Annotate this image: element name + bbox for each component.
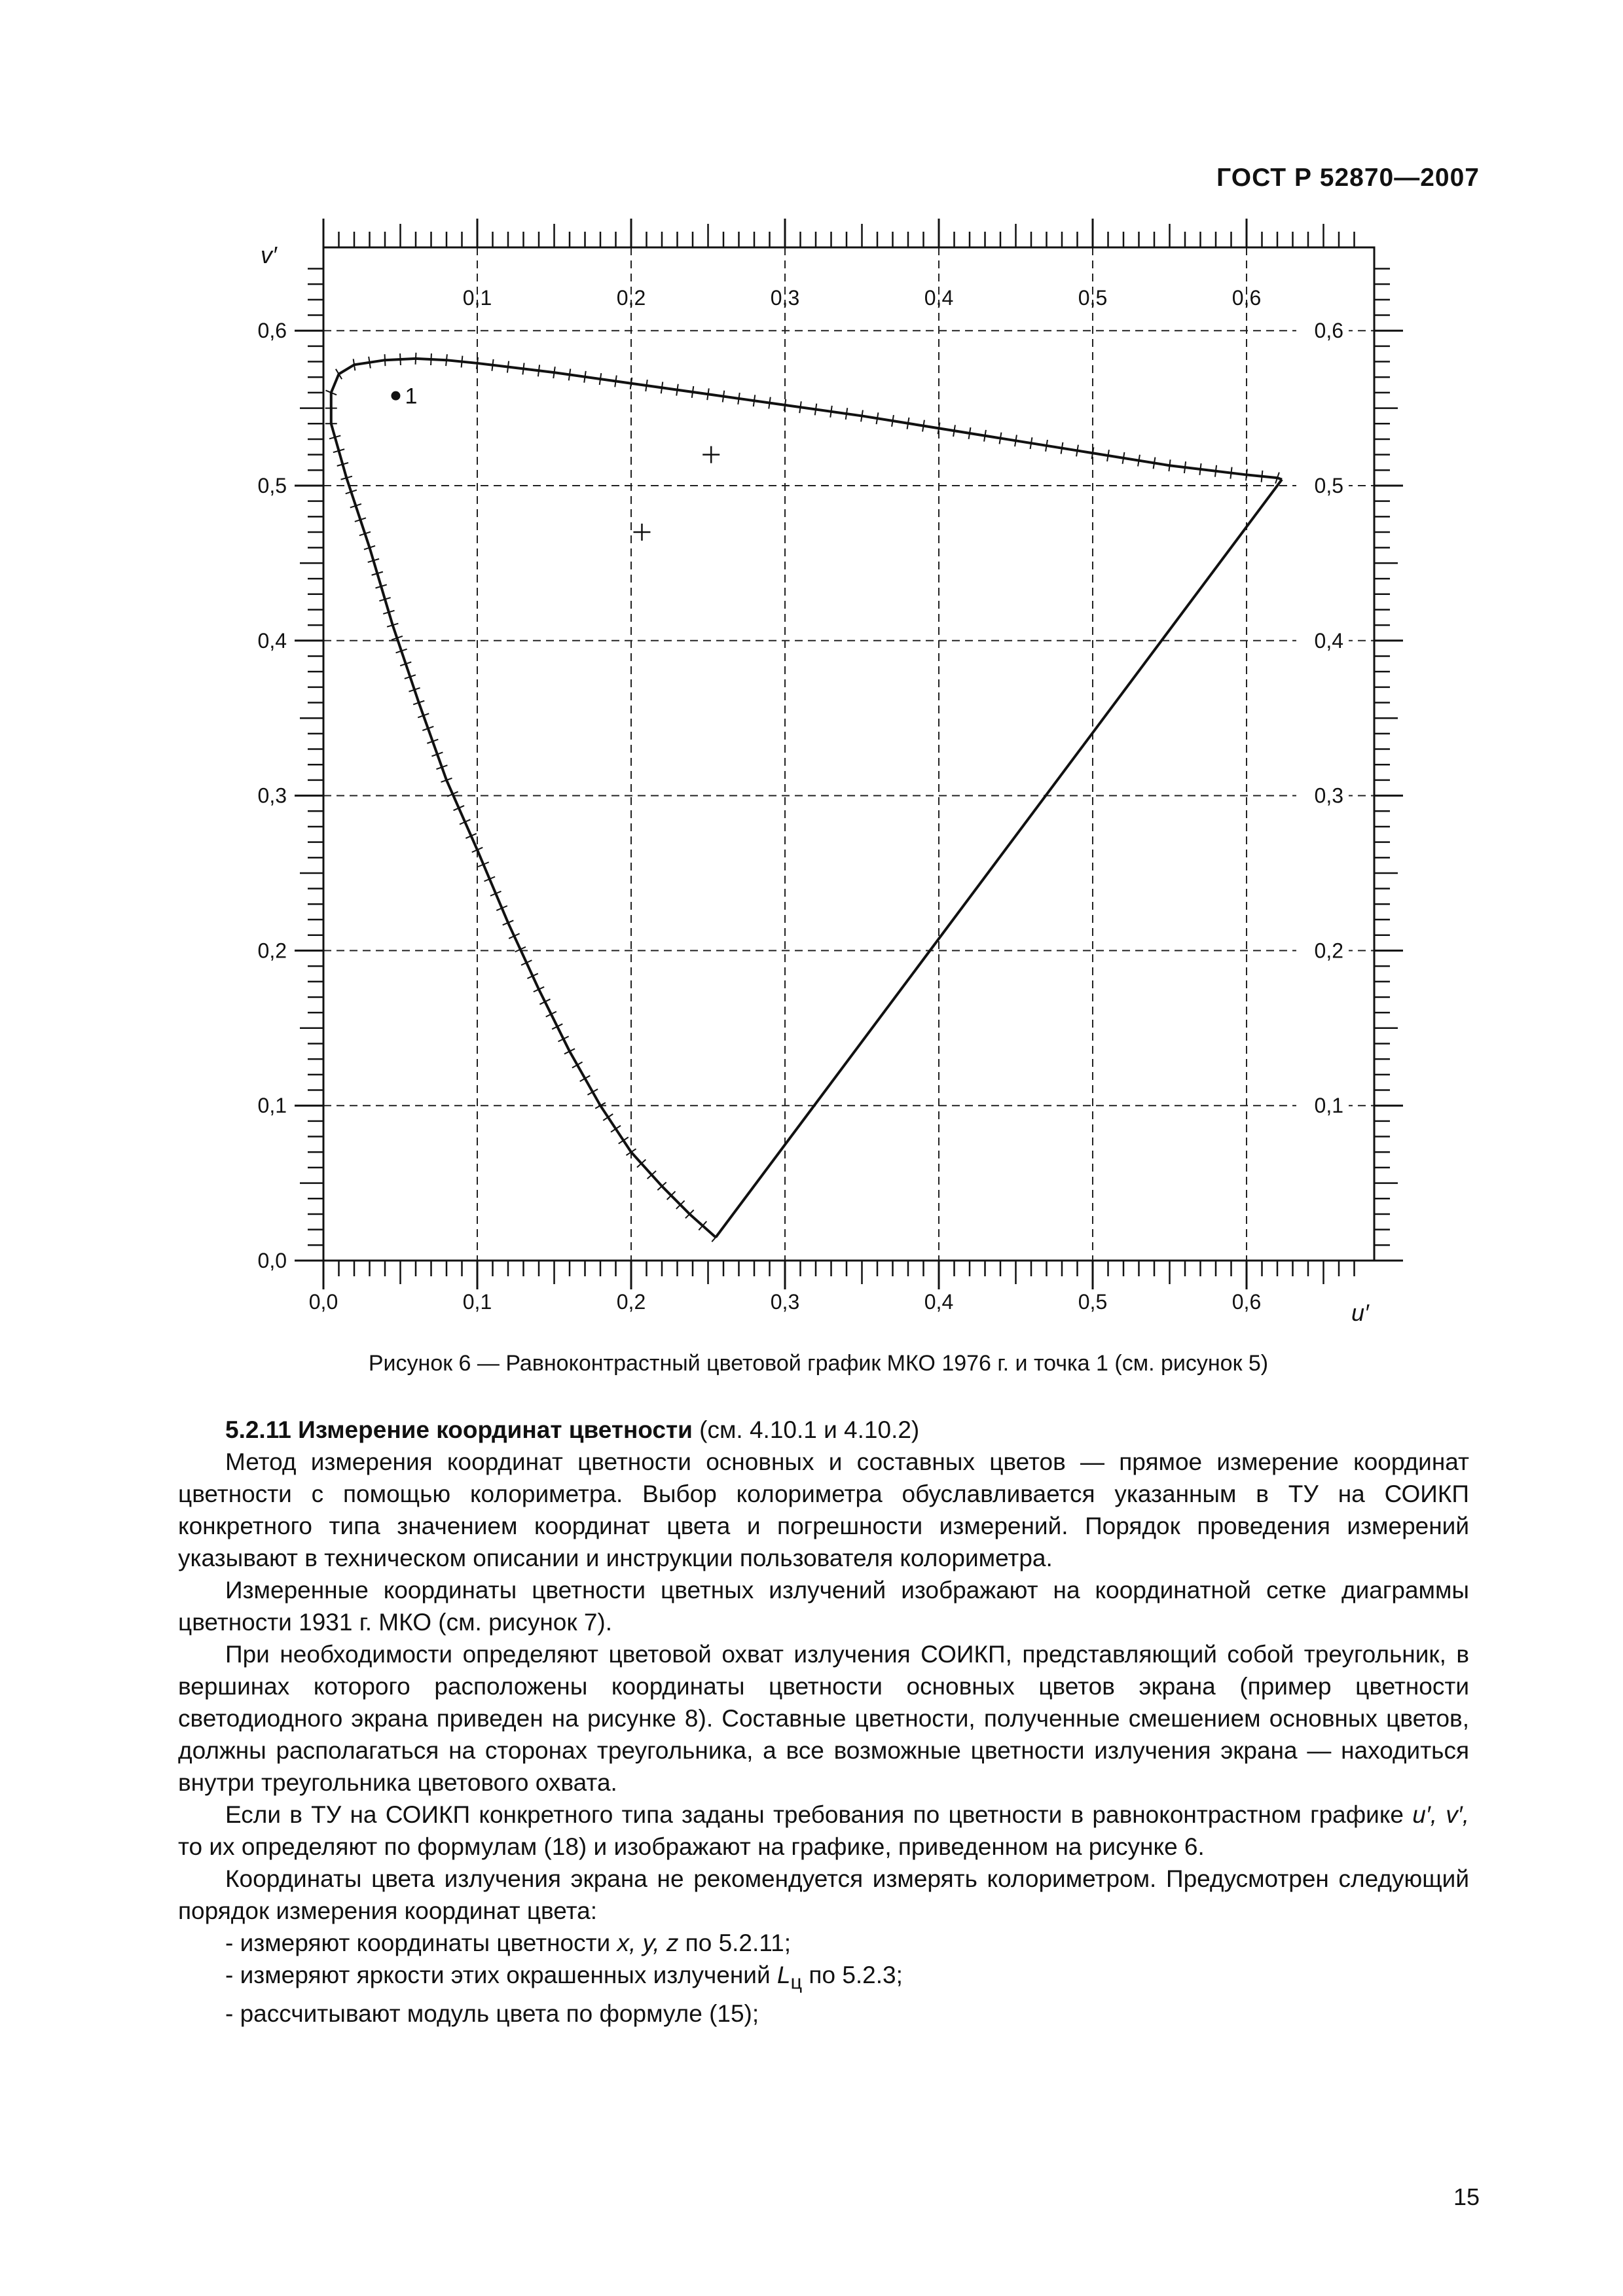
y-tick-label-right: 0,1	[1314, 1094, 1343, 1118]
y-axis-label: v′	[261, 242, 277, 268]
locus-tick	[815, 404, 817, 416]
locus-tick	[1000, 433, 1002, 444]
list-item-text: - измеряют яркости этих окрашенных излучений	[225, 1962, 771, 1988]
list-item: - рассчитывают модуль цвета по формуле (15);	[225, 2000, 759, 2028]
y-tick-label: 0,6	[257, 319, 287, 343]
locus-tick	[553, 367, 555, 378]
list-item	[178, 1959, 1469, 1998]
locus-tick	[846, 408, 848, 420]
locus-tick	[754, 395, 756, 406]
locus-tick	[1076, 445, 1078, 457]
locus-tick	[446, 354, 447, 366]
document-number: ГОСТ Р 52870—2007	[1216, 164, 1480, 192]
locus-tick	[369, 357, 371, 368]
x-tick-label: 0,2	[616, 1290, 646, 1314]
y-tick-label-right: 0,3	[1314, 783, 1343, 808]
locus-tick	[661, 382, 663, 393]
locus-tick	[492, 359, 493, 371]
point-marker	[391, 391, 400, 401]
x-axis-label: u′	[1351, 1299, 1369, 1326]
locus-tick	[1015, 435, 1017, 446]
locus-tick	[799, 401, 801, 413]
paragraph	[178, 1799, 1469, 1863]
locus-tick	[1061, 442, 1063, 454]
locus-tick	[769, 397, 771, 409]
locus-tick	[507, 361, 509, 373]
y-tick-label-right: 0,5	[1314, 474, 1343, 497]
locus-tick	[1046, 440, 1048, 452]
locus-tick	[692, 386, 694, 398]
y-tick-label: 0,4	[257, 628, 287, 653]
locus-tick	[1215, 465, 1216, 477]
luminance-variable: L	[776, 1962, 791, 1988]
locus-tick	[984, 430, 986, 442]
y-tick-label: 0,0	[257, 1249, 287, 1272]
y-tick-label: 0,3	[257, 783, 287, 808]
locus-tick	[907, 418, 909, 429]
locus-tick	[1107, 450, 1109, 461]
figure-caption: Рисунок 6 — Равноконтрастный цветовой график МКО 1976 г. и точка 1 (см. рисунок 5)	[368, 1351, 1269, 1376]
body-text	[178, 1414, 1469, 2030]
locus-tick	[676, 384, 678, 396]
list-item-text: - измеряют координаты цветности	[225, 1929, 611, 1956]
section-number: 5.2.11	[225, 1416, 291, 1443]
paragraph-text: то их определяют по формулам (18) и изображают на графике, приведенном на рисунке 6.	[178, 1833, 1205, 1860]
paragraph: При необходимости определяют цветовой охват излучения СОИКП, представляющий собой треугольник, в вершинах которого расположены координаты цветности основных цветов экрана (пример цветности светодиодного экрана приведен на рисунке 8). Составные цветности, полученные смешением основных цветов, должны располагаться на сторонах треугольника, а все возможные цветности излучения экрана — находиться внутри треугольника цветового охвата.	[178, 1641, 1469, 1796]
locus-tick	[462, 356, 463, 368]
x-tick-label: 0,1	[462, 1290, 492, 1314]
locus-tick	[723, 391, 725, 403]
x-tick-label: 0,5	[1078, 1290, 1108, 1314]
locus-tick	[938, 422, 940, 434]
x-tick-label: 0,0	[308, 1290, 338, 1314]
page-number: 15	[1453, 2183, 1480, 2210]
locus-tick	[1030, 437, 1032, 449]
y-tick-label: 0,1	[257, 1094, 287, 1118]
locus-tick	[892, 415, 894, 427]
point-label: 1	[405, 384, 418, 409]
purple-line	[716, 480, 1282, 1238]
locus-tick	[1169, 459, 1170, 471]
luminance-subscript: ц	[790, 1970, 803, 1994]
locus-tick	[707, 388, 709, 400]
locus-tick	[877, 412, 879, 424]
locus-tick	[615, 375, 617, 387]
x-tick-label-top: 0,6	[1231, 286, 1262, 310]
locus-tick	[1154, 457, 1156, 469]
x-tick-label: 0,4	[924, 1290, 954, 1314]
x-tick-label-top: 0,1	[462, 286, 492, 310]
paragraph: Координаты цвета излучения экрана не рекомендуется измерять колориметром. Предусмотрен следующий порядок измерения координат цвета:	[178, 1865, 1469, 1924]
list-item-text: по 5.2.11;	[685, 1929, 791, 1956]
chart-tick-labels	[258, 286, 1349, 1314]
locus-tick	[354, 359, 356, 370]
list-item-text: по 5.2.3;	[809, 1962, 903, 1988]
locus-tick	[1199, 463, 1201, 475]
locus-tick	[646, 380, 647, 391]
locus-tick	[385, 354, 386, 366]
locus-tick	[861, 410, 863, 422]
locus-tick	[1138, 455, 1140, 467]
paragraph-text: Если в ТУ на СОИКП конкретного типа заданы требования по цветности в равноконтрастном графике	[225, 1801, 1404, 1828]
y-tick-label-right: 0,6	[1314, 319, 1343, 343]
chart-grid	[323, 247, 1374, 1261]
y-tick-label-right: 0,2	[1314, 939, 1343, 963]
locus-tick	[1230, 467, 1231, 479]
section-title: Измерение координат цветности	[298, 1416, 693, 1443]
plot-frame	[323, 247, 1374, 1261]
uv-variables: u′, v′,	[1412, 1801, 1469, 1828]
locus-tick	[738, 393, 740, 404]
locus-tick	[1262, 471, 1263, 482]
locus-tick	[922, 420, 924, 432]
x-tick-label-top: 0,2	[616, 286, 646, 310]
locus-tick	[1184, 461, 1186, 473]
x-tick-label-top: 0,4	[924, 286, 954, 310]
locus-tick	[1092, 447, 1094, 459]
paragraph: Метод измерения координат цветности основных и составных цветов — прямое измерение координат цветности с помощью колориметра. Выбор колориметра обуславливается указанным в ТУ на СОИКП конкретного типа значением координат цвета и погрешности измерений. Порядок проведения измерений указывают в техническом описании и инструкции пользователя колориметра.	[178, 1448, 1469, 1571]
paragraph: Измеренные координаты цветности цветных излучений изображают на координатной сетке диаграммы цветности 1931 г. МКО (см. рисунок 7).	[178, 1577, 1469, 1636]
y-tick-label-right: 0,4	[1314, 628, 1343, 653]
locus-tick	[1123, 452, 1125, 464]
locus-tick	[953, 425, 955, 437]
x-tick-label-top: 0,5	[1078, 286, 1108, 310]
x-tick-label-top: 0,3	[770, 286, 800, 310]
locus-tick	[522, 363, 524, 375]
y-tick-label: 0,5	[257, 474, 287, 497]
locus-tick	[400, 353, 401, 365]
locus-tick	[538, 365, 539, 376]
section-heading	[178, 1414, 1469, 1446]
x-tick-label: 0,6	[1231, 1290, 1262, 1314]
locus-tick	[830, 406, 832, 418]
section-reference: (см. 4.10.1 и 4.10.2)	[699, 1416, 920, 1443]
x-tick-label: 0,3	[770, 1290, 800, 1314]
chart-markers	[391, 384, 720, 541]
chart-ticks	[295, 219, 1403, 1289]
locus-tick	[600, 373, 602, 385]
locus-tick	[569, 369, 571, 381]
list-item	[178, 1927, 1469, 1959]
locus-tick	[969, 427, 971, 439]
y-tick-label: 0,2	[257, 939, 287, 963]
xyz-variables: x, y, z	[617, 1929, 679, 1956]
locus-tick	[584, 371, 586, 383]
